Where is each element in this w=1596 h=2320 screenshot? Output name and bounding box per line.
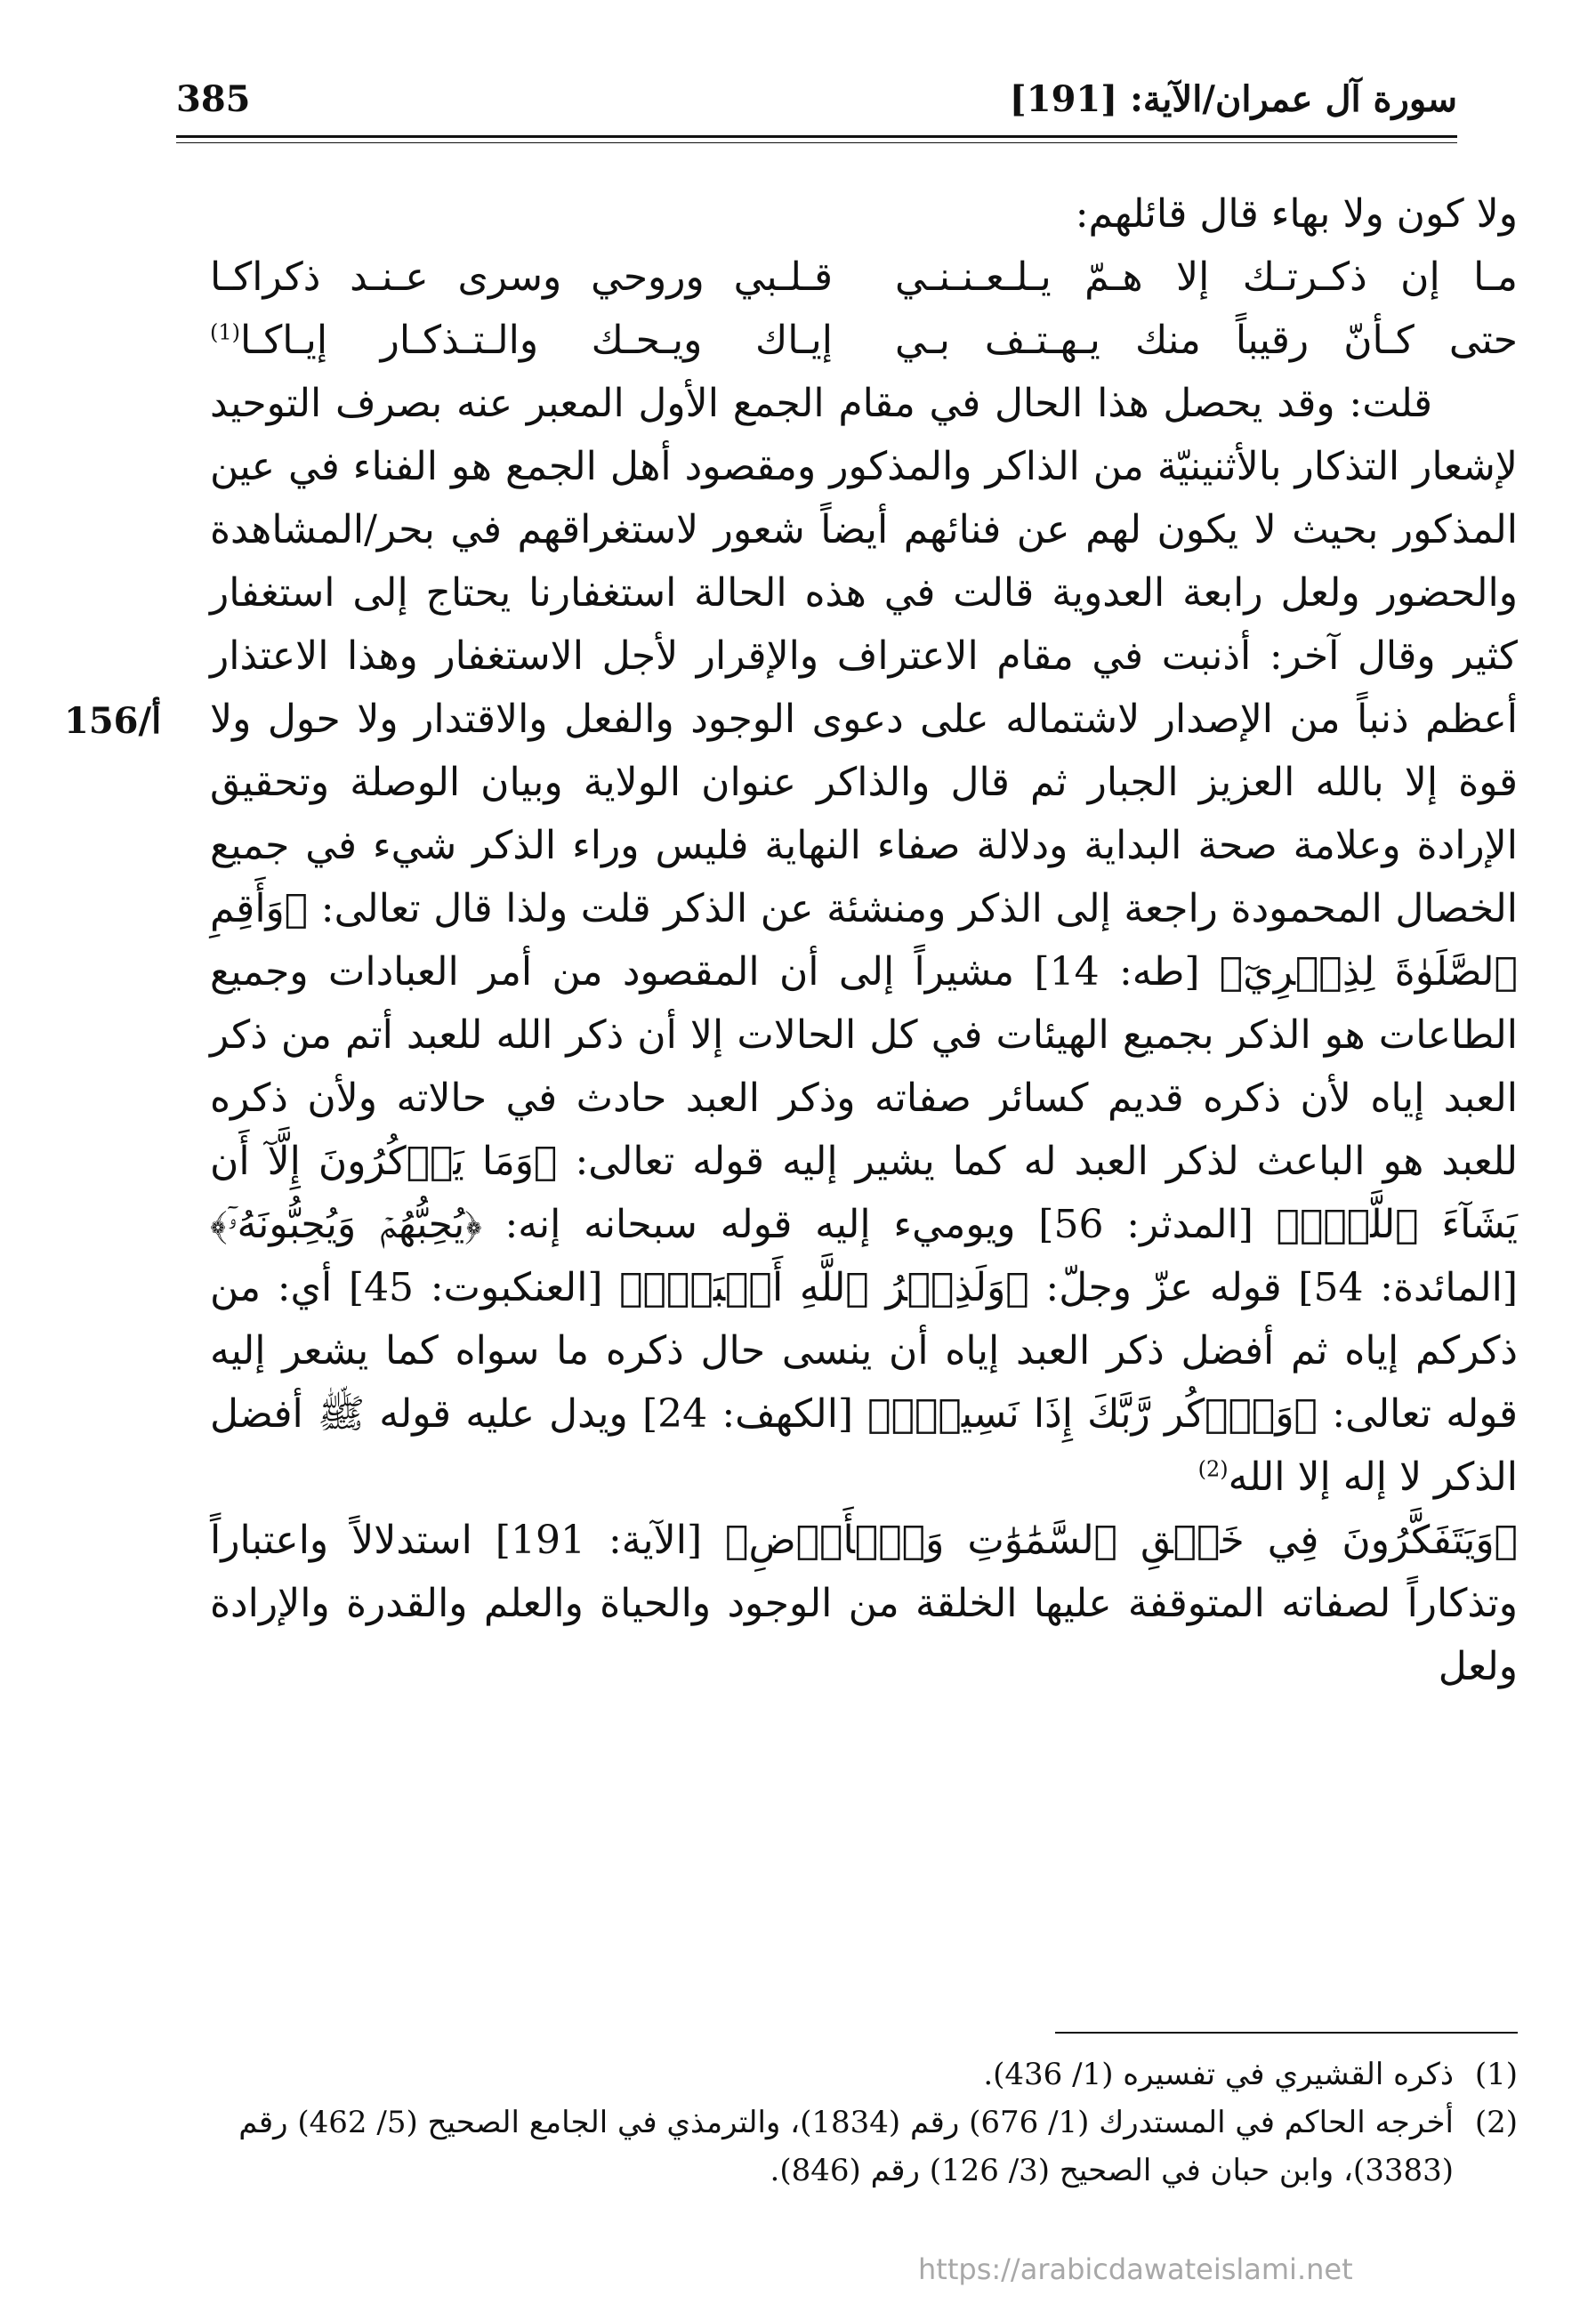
header-rule-thick: [176, 135, 1457, 138]
footnote-item: [214, 2098, 1518, 2195]
header-rule-thin: [176, 142, 1457, 143]
watermark-url: https://arabicdawateislami.net: [918, 2252, 1353, 2286]
footnote-ref: (2): [1197, 1456, 1229, 1482]
main-text: [210, 182, 1518, 1698]
footnotes: [214, 2050, 1518, 2195]
verse-second-hemistich: قـلـبي وروحي وسرى عـنـد ذكراكـا: [210, 254, 833, 300]
footnote-separator: [1055, 2032, 1518, 2034]
verse-first-hemistich: مـا إن ذكـرتـك إلا هـمّ يـلـعـنـنـي: [895, 254, 1518, 300]
poem-verses: [210, 246, 1518, 372]
footnote-item: [214, 2050, 1518, 2098]
page-header: [176, 78, 1457, 132]
footnote-ref: (1): [210, 319, 241, 345]
verse-row: [210, 246, 1518, 309]
footnote-number: (1): [1474, 2057, 1518, 2092]
verse-second-hemistich: إيـاك ويـحـك والـتـذكـار إيـاكـا$^{(1)}$: [210, 318, 833, 363]
intro-line: ولا كون ولا بهاء قال قائلهم:: [1075, 191, 1518, 237]
page-number: 385: [176, 78, 251, 120]
verse-first-hemistich: حتى كـأنّ رقيباً منك يـهـتـف بـي: [895, 318, 1518, 363]
footnote-text: ذكره القشيري في تفسيره (1/ 436).: [983, 2057, 1454, 2092]
running-head: سورة آل عمران/الآية: [191]: [1009, 78, 1457, 120]
manuscript-folio-note: 156/أ: [64, 700, 162, 742]
footnote-number: (2): [1474, 2105, 1518, 2140]
paragraph-verse-191: ﴿وَيَتَفَكَّرُونَ فِي خَلۡقِ ٱلسَّمَٰوَٰتِ وَٱلۡأَرۡضِ﴾ [الآية: 191] استدلالاً واعتباراً وتذكاراً لصفاته المتوقفة عليها الخلقة من الوجود والحياة والعلم والقدرة والإرادة ولعل: [210, 1518, 1518, 1689]
footnote-text: أخرجه الحاكم في المستدرك (1/ 676) رقم (1834)، والترمذي في الجامع الصحيح (5/ 462) رقم (3383)، وابن حبان في الصحيح (3/ 126) رقم (846).: [238, 2105, 1454, 2188]
verse-row: [210, 309, 1518, 372]
paragraph-commentary: قلت: وقد يحصل هذا الحال في مقام الجمع الأول المعبر عنه بصرف التوحيد لإشعار التذكار بالأثنينيّة من الذاكر والمذكور ومقصود أهل الجمع هو الفناء في عين المذكور بحيث لا يكون لهم عن فنائهم أيضاً شعور لاستغراقهم في بحر/المشاهدة والحضور ولعل رابعة العدوية قالت في هذه الحالة استغفارنا يحتاج إلى استغفار كثير وقال آخر: أذنبت في مقام الاعتراف والإقرار لأجل الاستغفار وهذا الاعتذار أعظم ذنباً من الإصدار لاشتماله على دعوى الوجود والفعل والاقتدار ولا حول ولا قوة إلا بالله العزيز الجبار ثم قال والذاكر عنوان الولاية وبيان الوصلة وتحقيق الإرادة وعلامة صحة البداية ودلالة صفاء النهاية فليس وراء الذكر شيء في جميع الخصال المحمودة راجعة إلى الذكر ومنشئة عن الذكر قلت ولذا قال تعالى: ﴿وَأَقِمِ ٱلصَّلَوٰةَ لِذِكۡرِيٓ﴾ [طه: 14] مشيراً إلى أن المقصود من أمر العبادات وجميع الطاعات هو الذكر بجميع الهيئات في كل الحالات إلا أن ذكر الله للعبد أتم من ذكر العبد إياه لأن ذكره قديم كسائر صفاته وذكر العبد حادث في حالاته ولأن ذكره للعبد هو الباعث لذكر العبد له كما يشير إليه قوله تعالى: ﴿وَمَا يَذۡكُرُونَ إِلَّآ أَن يَشَآءَ ٱللَّهُۚ﴾ [المدثر: 56] ويوميء إليه قوله سبحانه إنه: ﴿يُحِبُّهُمۡ وَيُحِبُّونَهُۥٓ﴾ [المائدة: 54] قوله عزّ وجلّ: ﴿وَلَذِكۡرُ ٱللَّهِ أَكۡبَرُۗ﴾ [العنكبوت: 45] أي: من ذكركم إياه ثم أفضل ذكر العبد إياه أن ينسى حال ذكره ما سواه كما يشعر إليه قوله تعالى: ﴿وَٱذۡكُر رَّبَّكَ إِذَا نَسِيتَۚ﴾ [الكهف: 24] ويدل عليه قوله ﷺ أفضل الذكر لا إله إلا الله$^{(2)}$: [210, 381, 1518, 1500]
